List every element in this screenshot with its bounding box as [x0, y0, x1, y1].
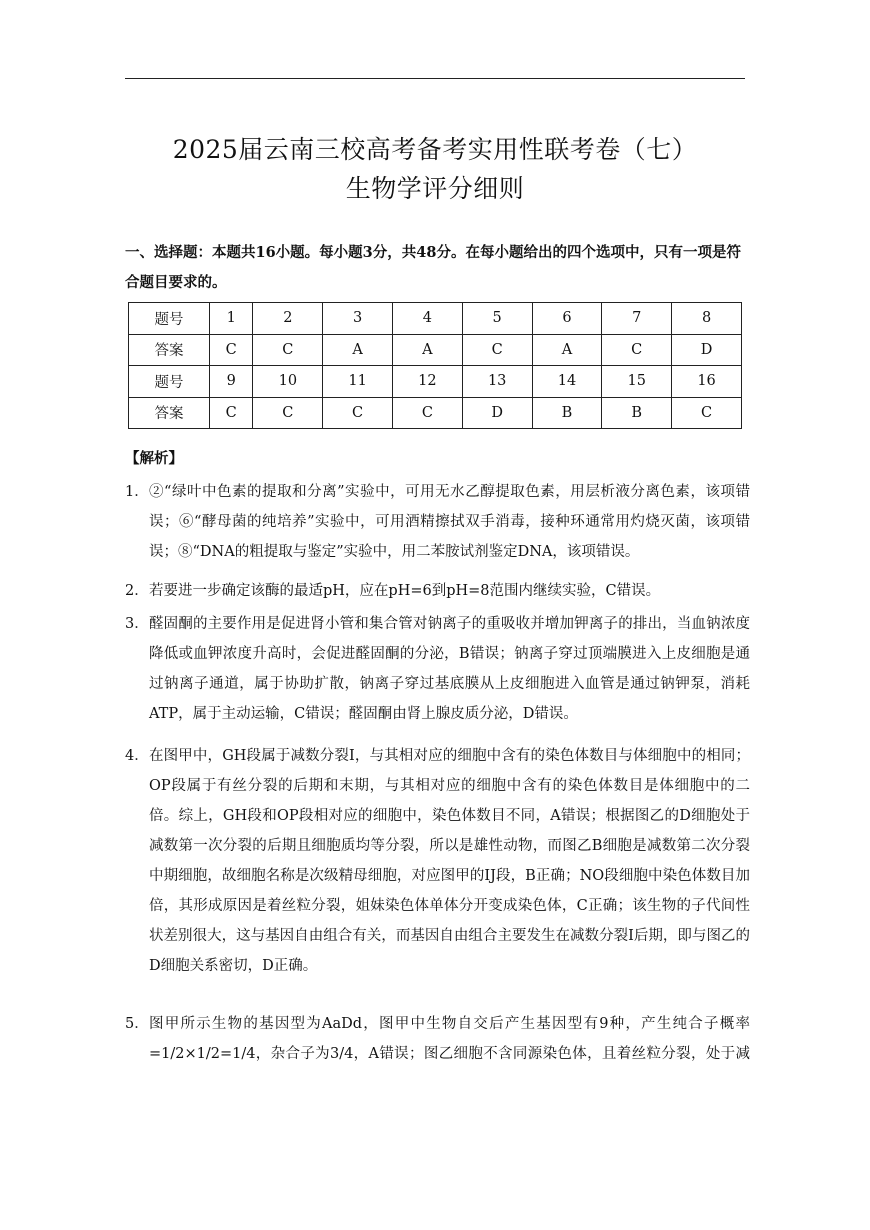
table-row [129, 366, 742, 398]
table-cell: B [602, 397, 672, 429]
table-cell: C [253, 334, 323, 366]
table-cell: 题号 [129, 303, 210, 335]
table-cell: D [462, 397, 532, 429]
analysis-item [125, 741, 750, 981]
table-cell: C [253, 397, 323, 429]
analysis-item [125, 1009, 750, 1069]
table-cell: 10 [253, 366, 323, 398]
table-cell: C [462, 334, 532, 366]
table-cell: D [672, 334, 742, 366]
item-text: 醛固酮的主要作用是促进肾小管和集合管对钠离子的重吸收并增加钾离子的排出，当血钠浓度降低或血钾浓度升高时，会促进醛固酮的分泌，B错误；钠离子穿过顶端膜进入上皮细胞是通过钠离子通道，属于协助扩散，钠离子穿过基底膜从上皮细胞进入血管是通过钠钾泵，消耗ATP，属于主动运输，C错误；醛固酮由肾上腺皮质分泌，D错误。 [149, 616, 750, 722]
analysis-item [125, 609, 750, 729]
table-cell: C [210, 397, 253, 429]
item-number: 3． [125, 616, 149, 632]
table-cell: 6 [532, 303, 602, 335]
analysis-item [125, 576, 750, 606]
table-cell: 题号 [129, 366, 210, 398]
header-rule [125, 78, 745, 79]
table-cell: C [210, 334, 253, 366]
table-cell: 11 [323, 366, 393, 398]
table-cell: 14 [532, 366, 602, 398]
table-cell: C [393, 397, 463, 429]
table-cell: 答案 [129, 397, 210, 429]
item-number: 1． [125, 484, 149, 500]
item-text: 若要进一步确定该酶的最适pH，应在pH=6到pH=8范围内继续实验，C错误。 [149, 583, 661, 599]
answer-table [128, 302, 742, 429]
table-cell: 7 [602, 303, 672, 335]
table-cell: 12 [393, 366, 463, 398]
page-subtitle: 生物学评分细则 [345, 174, 525, 203]
table-cell: 9 [210, 366, 253, 398]
table-cell: 13 [462, 366, 532, 398]
item-number: 5． [125, 1016, 149, 1032]
table-cell: 15 [602, 366, 672, 398]
table-cell: C [602, 334, 672, 366]
table-row [129, 334, 742, 366]
table-cell: 3 [323, 303, 393, 335]
table-cell: B [532, 397, 602, 429]
item-text: ②“绿叶中色素的提取和分离”实验中，可用无水乙醇提取色素，用层析液分离色素，该项错误；⑥“酵母菌的纯培养”实验中，可用酒精擦拭双手消毒，接种环通常用灼烧灭菌，该项错误；⑧“DNA的粗提取与鉴定”实验中，用二苯胺试剂鉴定DNA，该项错误。 [149, 484, 750, 560]
section-intro: 一、选择题：本题共16小题。每小题3分，共48分。在每小题给出的四个选项中，只有一项是符合题目要求的。 [125, 244, 741, 291]
item-text: 图甲所示生物的基因型为AaDd，图甲中生物自交后产生基因型有9种，产生纯合子概率=1/2×1/2=1/4，杂合子为3/4，A错误；图乙细胞不含同源染色体，且着丝粒分裂，处于减 [149, 1016, 750, 1062]
analysis-item [125, 477, 750, 567]
analysis-heading: 【解析】 [125, 450, 183, 467]
item-text: 在图甲中，GH段属于减数分裂Ⅰ，与其相对应的细胞中含有的染色体数目与体细胞中的相同；OP段属于有丝分裂的后期和末期，与其相对应的细胞中含有的染色体数目是体细胞中的二倍。综上，GH段和OP段相对应的细胞中，染色体数目不同，A错误；根据图乙的D细胞处于减数第一次分裂的后期且细胞质均等分裂，所以是雄性动物，而图乙B细胞是减数第二次分裂中期细胞，故细胞名称是次级精母细胞，对应图甲的IJ段，B正确；NO段细胞中染色体数目加倍，其形成原因是着丝粒分裂，姐妹染色体单体分开变成染色体，C正确；该生物的子代间性状差别很大，这与基因自由组合有关，而基因自由组合主要发生在减数分裂Ⅰ后期，即与图乙的D细胞关系密切，D正确。 [149, 748, 750, 974]
table-cell: 5 [462, 303, 532, 335]
page-title: 2025届云南三校高考备考实用性联考卷（七） [172, 135, 698, 164]
item-number: 4． [125, 748, 149, 764]
table-cell: 8 [672, 303, 742, 335]
table-cell: 4 [393, 303, 463, 335]
item-number: 2． [125, 583, 149, 599]
table-cell: C [672, 397, 742, 429]
table-cell: A [532, 334, 602, 366]
table-cell: 1 [210, 303, 253, 335]
table-row [129, 397, 742, 429]
table-cell: 16 [672, 366, 742, 398]
table-cell: 答案 [129, 334, 210, 366]
table-cell: A [393, 334, 463, 366]
table-cell: 2 [253, 303, 323, 335]
table-cell: C [323, 397, 393, 429]
table-row [129, 303, 742, 335]
table-cell: A [323, 334, 393, 366]
